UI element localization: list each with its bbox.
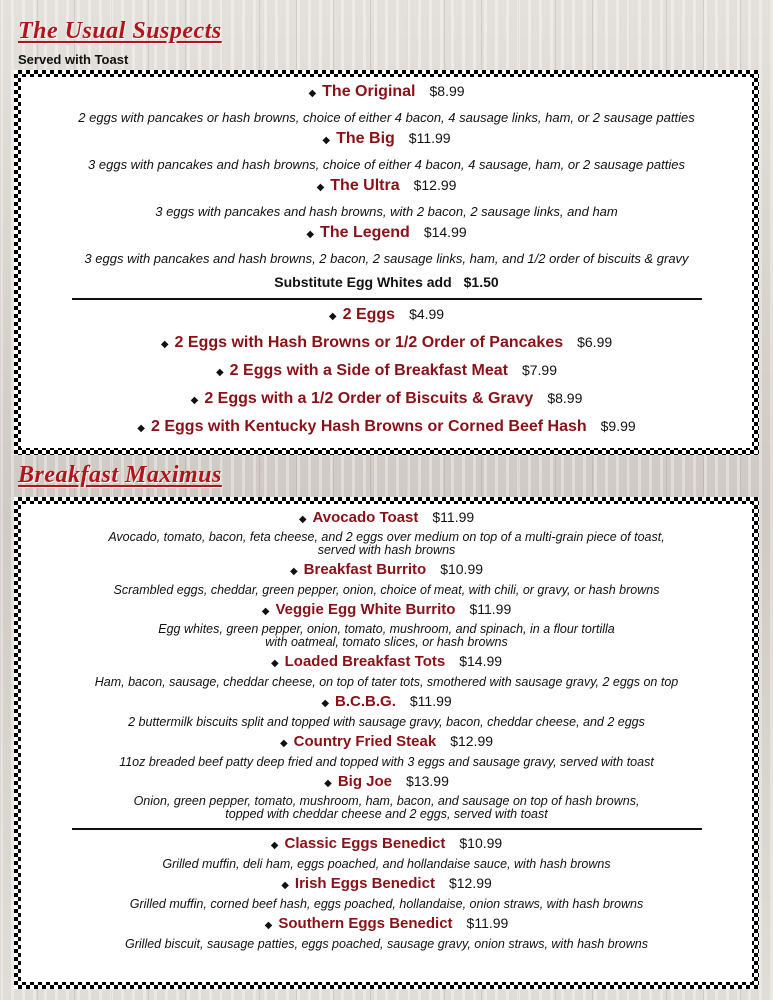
diamond-bullet-icon: ◆: [137, 423, 145, 434]
diamond-bullet-icon: ◆: [321, 698, 330, 709]
description-line: Avocado, tomato, bacon, feta cheese, and 2 eggs over medium on top of a multi-grain piece of toast,: [108, 530, 665, 544]
item-description: 2 buttermilk biscuits split and topped with sausage gravy, bacon, cheddar cheese, and 2 eggs: [128, 715, 645, 729]
item-description: Ham, bacon, sausage, cheddar cheese, on top of tater tots, smothered with sausage gravy, 2 eggs on top: [94, 675, 679, 689]
diamond-bullet-icon: ◆: [289, 566, 298, 577]
item-description: Grilled biscuit, sausage patties, eggs poached, sausage gravy, onion straws, with hash browns: [125, 937, 648, 951]
diamond-bullet-icon: ◆: [281, 880, 289, 891]
diamond-bullet-icon: ◆: [308, 88, 317, 99]
menu-item: [265, 915, 509, 936]
item-price: $12.99: [450, 733, 494, 749]
item-price: $12.99: [448, 875, 492, 891]
item-name: Loaded Breakfast Tots: [284, 653, 446, 670]
description-line: Egg whites, green pepper, onion, tomato, mushroom, and spinach, in a flour tortilla: [158, 622, 615, 636]
menu-item: [271, 653, 502, 674]
diamond-bullet-icon: ◆: [324, 778, 332, 789]
menu-item: [329, 306, 444, 334]
description-line: Onion, green pepper, tomato, mushroom, ham, bacon, and sausage on top of hash browns,: [133, 794, 640, 808]
section-title-usual-suspects: The Usual Suspects: [18, 18, 222, 44]
item-price: $8.99: [547, 390, 583, 406]
item-price: $10.99: [440, 561, 484, 577]
item-name: 2 Eggs with a Side of Breakfast Meat: [229, 362, 508, 379]
menu-item: [299, 509, 474, 530]
diamond-bullet-icon: ◆: [328, 311, 337, 322]
menu-item: [317, 177, 457, 201]
menu-item: [262, 601, 512, 622]
diamond-bullet-icon: ◆: [160, 339, 169, 350]
note-label: Substitute Egg Whites add: [274, 274, 452, 290]
item-description: 2 eggs with pancakes or hash browns, choice of either 4 bacon, 4 sausage links, ham, or 2 sausage patties: [78, 110, 695, 125]
description-line: with oatmeal, tomato slices, or hash browns: [265, 635, 508, 649]
description-line: topped with cheddar cheese and 2 eggs, served with toast: [225, 807, 548, 821]
diamond-bullet-icon: ◆: [298, 514, 307, 525]
menu-item: [161, 334, 612, 362]
divider: [72, 828, 702, 830]
item-name: 2 Eggs with a 1/2 Order of Biscuits & Gravy: [204, 390, 534, 407]
item-price: $11.99: [408, 130, 451, 146]
item-description: [158, 623, 615, 649]
menu-item: [281, 875, 492, 896]
menu-item: [308, 83, 464, 107]
item-description: 3 eggs with pancakes and hash browns, choice of either 4 bacon, 4 sausage, ham, or 2 sausage patties: [88, 157, 685, 172]
item-price: $12.99: [413, 177, 457, 193]
egg-whites-note: [274, 271, 498, 293]
menu-item: [271, 835, 502, 856]
item-name: Country Fried Steak: [293, 733, 437, 750]
diamond-bullet-icon: ◆: [261, 606, 270, 617]
menu-item: [191, 390, 583, 418]
description-line: served with hash browns: [317, 543, 456, 557]
diamond-bullet-icon: ◆: [322, 135, 331, 146]
item-name: Avocado Toast: [312, 509, 419, 526]
item-name: Irish Eggs Benedict: [294, 875, 435, 892]
item-price: $11.99: [466, 915, 509, 931]
item-description: Grilled muffin, corned beef hash, eggs poached, hollandaise, onion straws, with hash browns: [129, 897, 644, 911]
section-title-breakfast-maximus: Breakfast Maximus: [18, 462, 222, 488]
menu-box-breakfast-maximus: [14, 497, 759, 989]
item-name: The Ultra: [330, 177, 400, 194]
item-name: Big Joe: [337, 773, 393, 790]
item-price: $11.99: [469, 601, 512, 617]
diamond-bullet-icon: ◆: [306, 229, 315, 240]
item-description: Scrambled eggs, cheddar, green pepper, onion, choice of meat, with chili, or gravy, or hash browns: [113, 583, 660, 597]
item-name: 2 Eggs with Hash Browns or 1/2 Order of Pancakes: [174, 334, 564, 351]
item-description: [134, 795, 640, 821]
note-price: $1.50: [463, 274, 499, 290]
item-name: The Legend: [320, 224, 410, 241]
diamond-bullet-icon: ◆: [264, 920, 273, 931]
section-subtitle: Served with Toast: [18, 52, 129, 67]
item-name: Veggie Egg White Burrito: [275, 601, 456, 618]
item-name: B.C.B.G.: [335, 693, 396, 710]
divider: [72, 298, 702, 300]
diamond-bullet-icon: ◆: [190, 395, 199, 406]
diamond-bullet-icon: ◆: [270, 658, 279, 669]
menu-item: [216, 362, 557, 390]
item-name: Breakfast Burrito: [303, 561, 427, 578]
menu-item: [290, 561, 483, 582]
item-description: 11oz breaded beef patty deep fried and topped with 3 eggs and sausage gravy, served with toast: [119, 755, 654, 769]
item-price: $11.99: [409, 693, 452, 709]
item-price: $6.99: [577, 334, 613, 350]
menu-item: [306, 224, 466, 248]
item-price: $4.99: [409, 306, 445, 322]
item-name: 2 Eggs: [342, 306, 396, 323]
menu-item: [322, 130, 450, 154]
item-price: $8.99: [429, 83, 465, 99]
item-description: Grilled muffin, deli ham, eggs poached, and hollandaise sauce, with hash browns: [162, 857, 611, 871]
menu-item: [280, 733, 493, 754]
item-name: The Original: [322, 83, 416, 100]
item-price: $13.99: [406, 773, 449, 789]
diamond-bullet-icon: ◆: [215, 367, 224, 378]
diamond-bullet-icon: ◆: [270, 840, 279, 851]
item-name: 2 Eggs with Kentucky Hash Browns or Corned Beef Hash: [151, 418, 587, 435]
item-price: $14.99: [459, 653, 503, 669]
item-price: $9.99: [600, 418, 636, 434]
item-description: [108, 531, 664, 557]
item-name: Southern Eggs Benedict: [278, 915, 453, 932]
item-description: 3 eggs with pancakes and hash browns, with 2 bacon, 2 sausage links, and ham: [155, 204, 618, 219]
diamond-bullet-icon: ◆: [279, 738, 288, 749]
menu-box-usual-suspects: [14, 70, 759, 455]
diamond-bullet-icon: ◆: [316, 182, 325, 193]
item-name: The Big: [336, 130, 395, 147]
menu-item: [137, 418, 635, 446]
item-price: $14.99: [423, 224, 467, 240]
item-price: $11.99: [432, 509, 475, 525]
item-name: Classic Eggs Benedict: [284, 835, 446, 852]
item-description: 3 eggs with pancakes and hash browns, 2 bacon, 2 sausage links, ham, and 1/2 order of biscuits & gravy: [84, 251, 689, 266]
menu-item: [321, 693, 451, 714]
item-price: $7.99: [521, 362, 558, 378]
menu-item: [324, 773, 449, 794]
item-price: $10.99: [459, 835, 503, 851]
